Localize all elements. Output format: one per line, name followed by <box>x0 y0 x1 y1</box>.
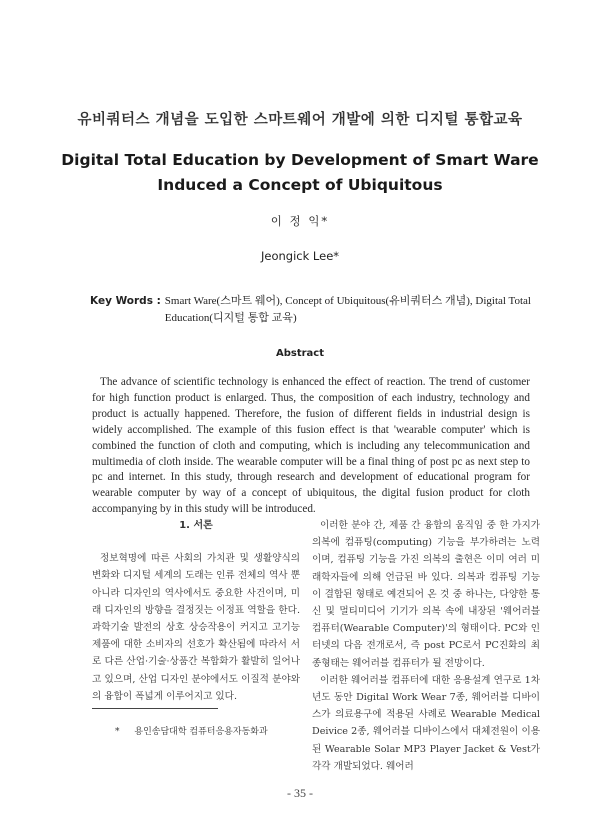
keywords-text: Smart Ware(스마트 웨어), Concept of Ubiquitous(유비쿼터스 개념), Digital Total Education(디지털 통합 교육) <box>164 295 531 324</box>
footnote-divider <box>92 708 218 709</box>
english-title: Digital Total Education by Development of Smart Ware Induced a Concept of Ubiquitous <box>61 151 539 194</box>
footnote-text: 용인송담대학 컴퓨터응용자동화과 <box>134 727 268 737</box>
intro-paragraph-right-1: 이러한 분야 간, 제품 간 융합의 움직임 중 한 가지가 의복에 컴퓨팅(computing) 기능을 부가하려는 노력이며, 컴퓨팅 기능을 가진 의복의 출현은 이미 여러 미래학자들에 의해 언급된 바 있다. 의복과 컴퓨팅 기능이 결합된 형태로 예견되어 온 것 중 하나는, 다양한 통신 및 멀티미디어 기기가 의복 속에 내장된 '웨어러블 컴퓨터(Wearable Computer)'의 형태이다. PC와 인터넷의 다음 전개로서, 즉 post PC로서 PC진화의 최종형태는 웨어러블 컴퓨터가 될 전망이다. <box>312 520 540 669</box>
footnote <box>115 724 268 737</box>
keywords <box>90 293 540 327</box>
keywords-label: Key Words : <box>90 295 161 307</box>
author-english: Jeongick Lee* <box>260 249 340 263</box>
section-heading: 1. 서론 <box>179 520 213 531</box>
korean-title: 유비쿼터스 개념을 도입한 스마트웨어 개발에 의한 디지털 통합교육 <box>77 111 523 128</box>
left-column <box>92 517 300 705</box>
right-column <box>312 517 540 775</box>
abstract-heading: Abstract <box>275 348 325 359</box>
footnote-mark: * <box>115 727 120 737</box>
intro-paragraph-left: 정보혁명에 따른 사회의 가치관 및 생활양식의 변화와 디지털 세계의 도래는 인류 전체의 역사 뿐 아니라 디자인의 역사에서도 중요한 사건이며, 미래 디자인의 방향을 결정짓는 이정표 역할을 한다. 과학기술 발전의 상호 상승작용이 커지고 고기능 제품에 대한 소비자의 선호가 확산됨에 따라서 서로 다른 산업·기술·상품간 복합화가 활발히 일어나고 있으며, 산업 디자인 분야에서도 이질적 분야와의 융합이 폭넓게 이루어지고 있다. <box>92 553 300 702</box>
author-korean: 이 정 익* <box>270 214 330 228</box>
abstract-body: The advance of scientific technology is enhanced the effect of reaction. The trend of customer for high function product is enlarged. Thus, the composition of each industry, technology and product is actually happened. Therefore, the fusion of different fields in industrial design is widely accomplished. The example of this fusion effect is that 'wearable computer' which is combined the function of cloth and computing, which is including any telecommunication and multimedia of cloth inside. The wearable computer will be a final thing of post pc as next step to pc and internet. In this study, through research and development of educational program for wearable computer by way of a concept of ubiquitous, the digital fusion product for cloth accompanying by in this study will be introduced. <box>92 376 530 516</box>
intro-paragraph-right-2: 이러한 웨어러블 컴퓨터에 대한 응용설계 연구로 1차년도 동안 Digital Work Wear 7종, 웨어러블 디바이스가 의료용구에 적용된 사례로 Wearable Medical Deivice 2종, 웨어러블 디바이스에서 대체전원이 이용된 Wearable Solar MP3 Player Jacket & Vest가 각각 개발되었다. 웨어러 <box>312 674 540 772</box>
page-number: - 35 - <box>287 786 313 800</box>
